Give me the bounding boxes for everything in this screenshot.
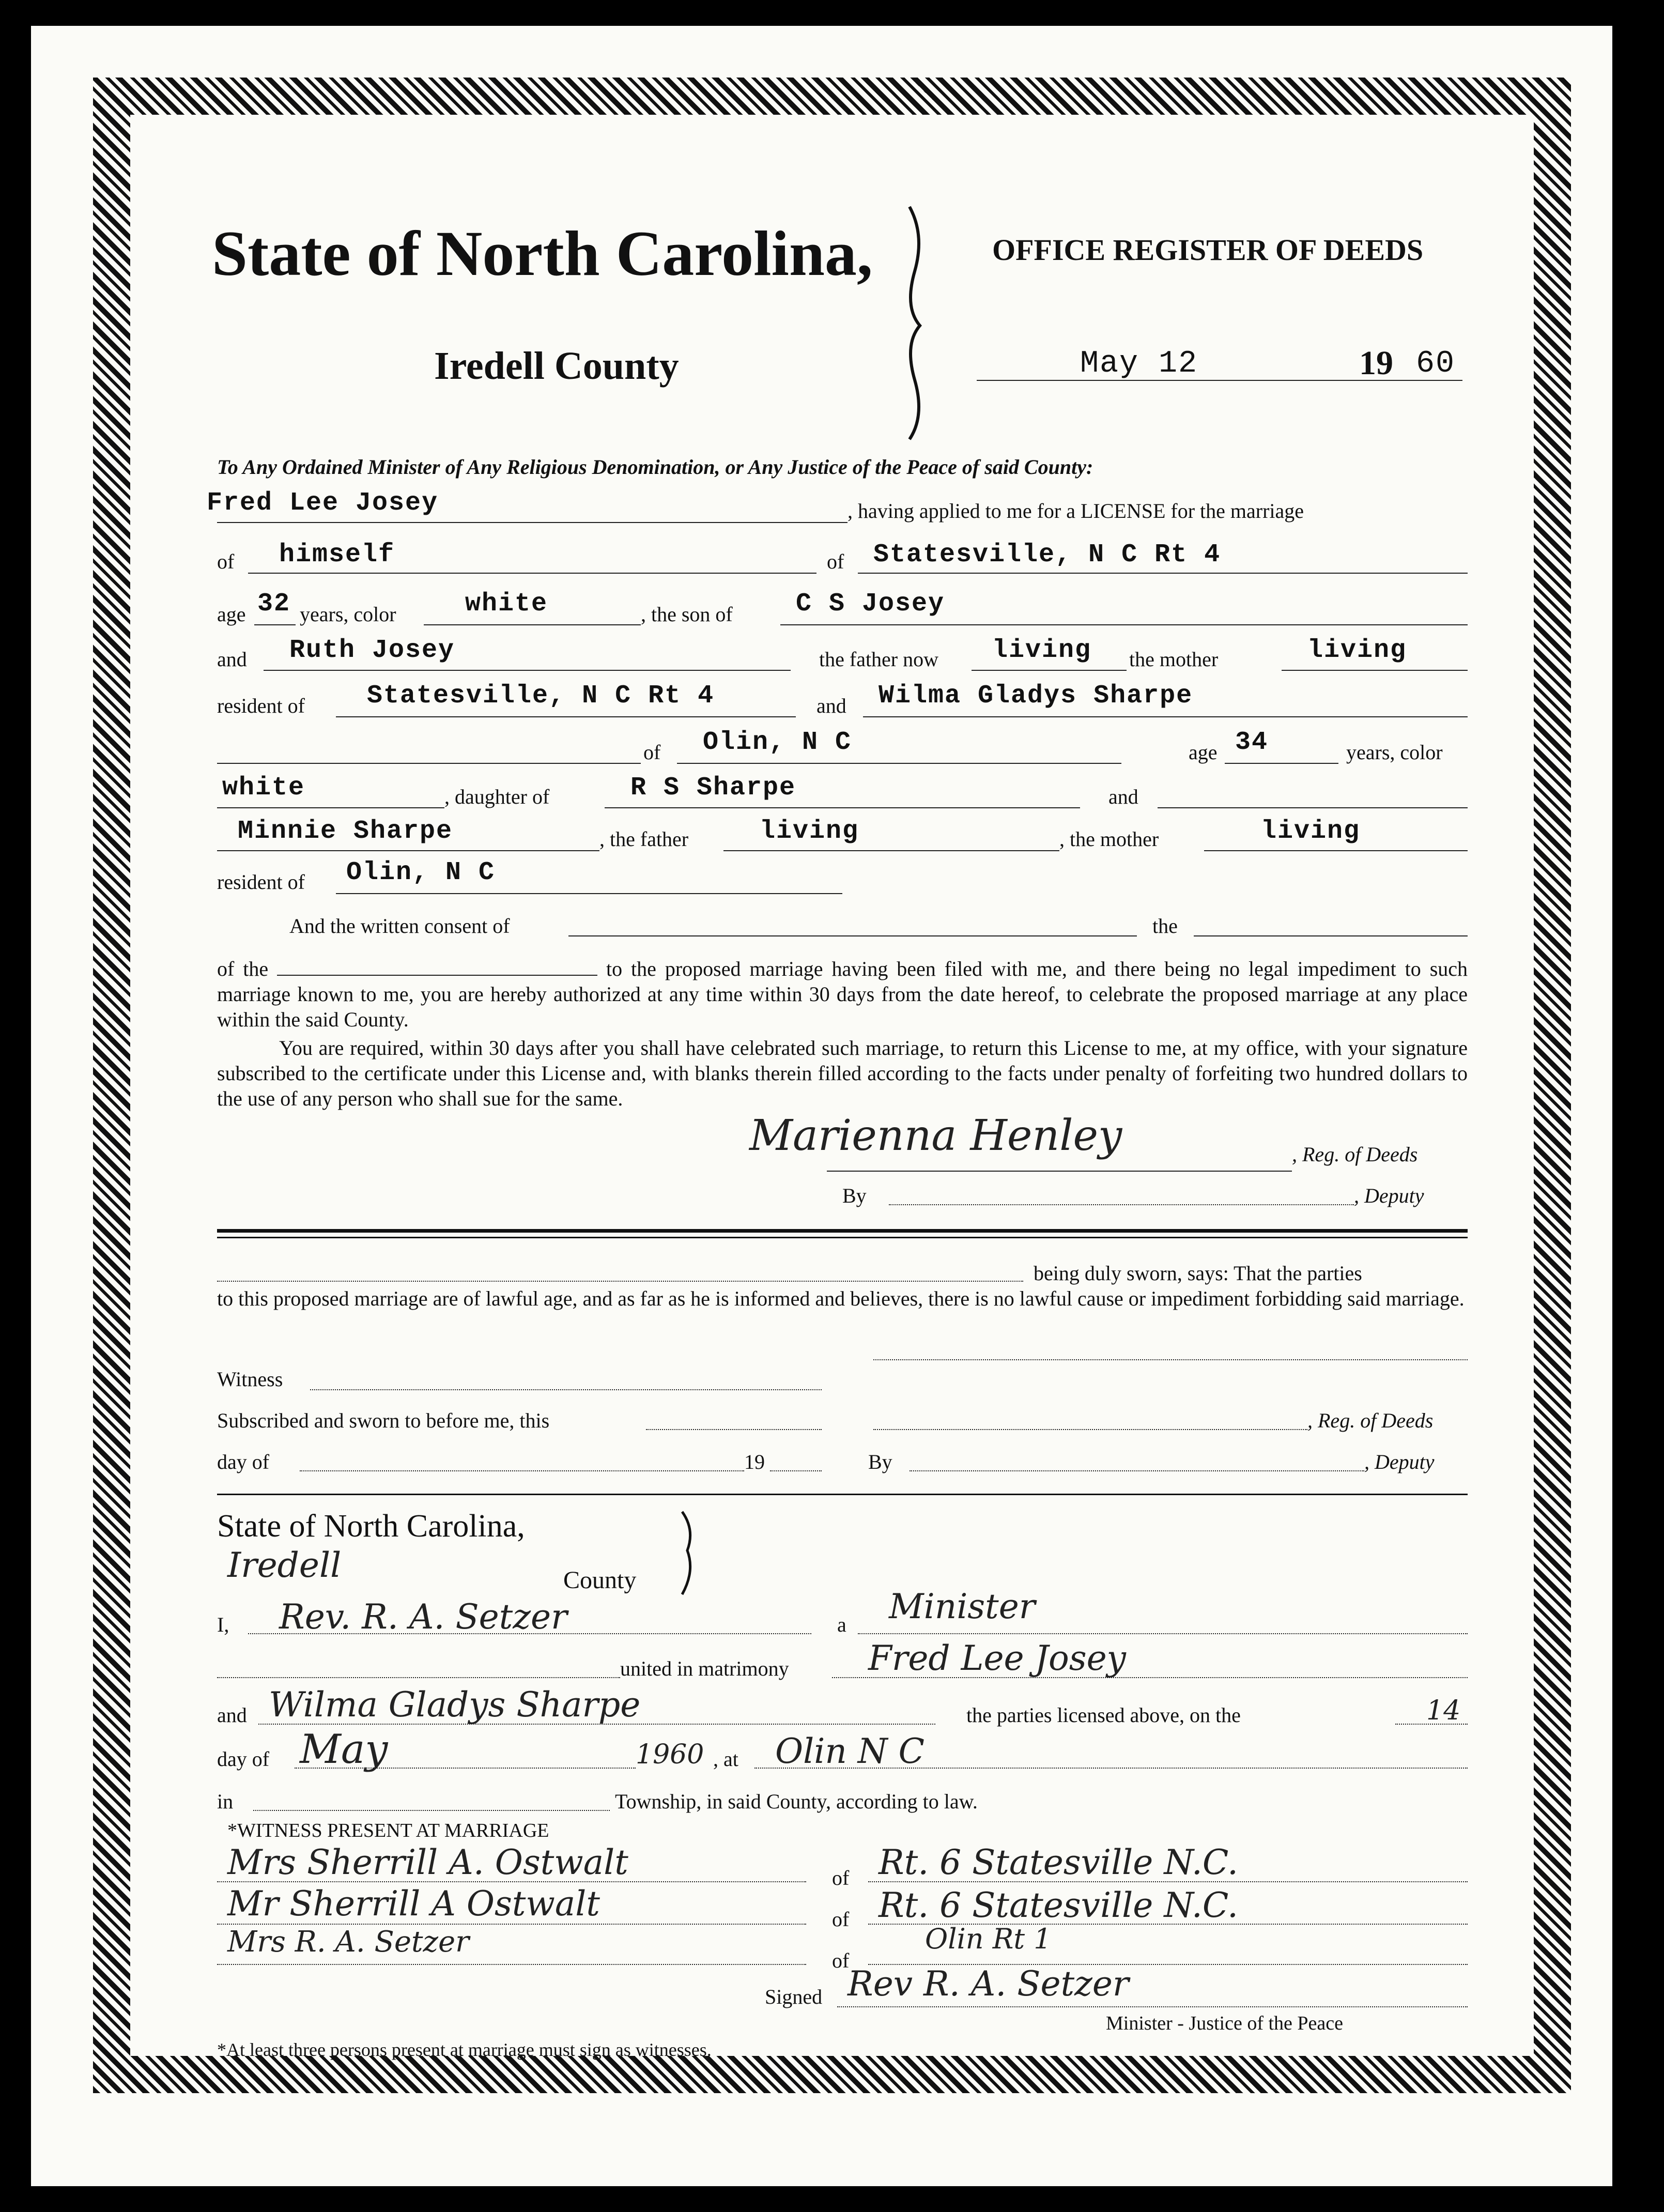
reg-deeds-line-2 [873,1429,1307,1430]
and-label-2: and [816,694,846,717]
certificate-groom: Fred Lee Josey [868,1638,1126,1678]
witness-1-line [217,1881,806,1882]
affidavit-body: to this proposed marriage are of lawful age, and as far as he is informed and believes, there is no lawful cause or impediment forbidding said marriage. [217,1287,1465,1310]
bride-years-color-label: years, color [1346,741,1443,764]
groom-father-status-line [972,670,1127,671]
township-label: Township, in said County, according to law. [615,1790,978,1813]
officiant-line [248,1633,811,1634]
of-label-1: of [217,550,235,573]
officiant-name: Rev. R. A. Setzer [279,1597,567,1637]
bride-color: white [222,773,305,803]
affidavit-year-prefix: 19 [744,1450,765,1473]
and-blank-line [1158,807,1468,808]
bride-age-label: age [1189,741,1218,764]
bride-father: R S Sharpe [630,773,796,803]
bride-name-line [863,716,1468,717]
license-date: May 12 [1080,346,1198,381]
bride-father-label: , the father [599,827,689,851]
groom-color-line [424,624,641,625]
i-label: I, [217,1613,229,1636]
bride-age-line [1225,763,1338,764]
groom-mother-line [264,670,791,671]
marriage-month: May [300,1726,388,1773]
officiant-title: Minister [889,1587,1036,1626]
affidavit-by-label: By [868,1450,892,1473]
marriage-place: Olin N C [775,1731,925,1771]
bride-extra-line [217,763,641,764]
of-label-w2: of [832,1908,850,1931]
parties-label: the parties licensed above, on the [966,1703,1241,1727]
witness-3-line [217,1964,806,1965]
groom-name-line [217,522,848,523]
signer-title: Minister - Justice of the Peace [1106,2013,1344,2034]
united-blank-line [217,1677,620,1678]
mother-label-1: the mother [1129,648,1219,671]
certificate-county-name: Iredell [227,1545,342,1585]
day-of-line [300,1470,744,1471]
groom-resident-line [336,716,796,717]
bride-mother-label: , the mother [1059,827,1159,851]
affidavit-blank-line [873,1359,1468,1360]
of-label-w1: of [832,1866,850,1890]
of-whom-line [248,573,816,574]
groom-age: 32 [257,589,291,619]
bride-mother-status: living [1261,817,1361,846]
subscribed-label: Subscribed and sworn to before me, this [217,1409,550,1432]
groom-color: white [465,589,548,619]
bride-mother-line [217,850,599,851]
written-consent-label: And the written consent of [289,914,510,938]
reg-deeds-label-2: , Reg. of Deeds [1307,1409,1434,1432]
affiant-line [217,1281,1023,1282]
certificate-groom-line [832,1677,1468,1678]
marriage-year: 1960 [636,1739,704,1770]
day-of-label: day of [217,1450,270,1473]
township-line [253,1810,610,1811]
a-label: a [837,1613,846,1636]
section-rule-thin [217,1237,1468,1238]
county-label: County [563,1566,637,1594]
of-label-2: of [827,550,844,573]
in-label: in [217,1790,234,1813]
salutation: To Any Ordained Minister of Any Religious Denomination, or Any Justice of the Peace of said County: [217,455,1093,479]
officiant-title-line [858,1633,1468,1634]
authorization-text: to the proposed marriage having been filed with me, and there being no legal impediment to such marriage known to me, you are hereby authorized at any time within 30 days from the date hereof, to celebrate the proposed marriage at any place within the said County. [217,957,1468,1031]
united-label: united in matrimony [620,1657,789,1680]
county-title: Iredell County [434,344,679,388]
year-suffix: 60 [1416,346,1456,381]
bride-mother-status-line [1204,850,1468,851]
bride-of: Olin, N C [703,728,852,757]
resident-of-label-2: resident of [217,870,305,894]
at-label: , at [713,1747,738,1771]
reg-deeds-label-1: , Reg. of Deeds [1292,1143,1418,1166]
affidavit-head: being duly sworn, says: That the parties [1034,1262,1362,1285]
authorization-paragraph [217,956,1468,1032]
witness-1-name: Mrs Sherrill A. Ostwalt [227,1842,628,1882]
consent-the-label: the [1152,914,1178,938]
witness-2-address: Rt. 6 Statesville N.C. [879,1885,1238,1925]
deputy-label-1: , Deputy [1354,1184,1424,1207]
subscribed-line [646,1429,822,1430]
signer-line [837,2006,1468,2007]
witness-3-name: Mrs R. A. Setzer [227,1925,469,1959]
year-prefix: 19 [1359,344,1393,382]
bride-color-line [217,807,444,808]
register-by-line [889,1204,1354,1205]
groom-residence: Statesville, N C Rt 4 [873,540,1221,570]
witness-2-name: Mr Sherrill A Ostwalt [227,1884,600,1924]
groom-residence-line [858,573,1468,574]
groom-age-line [254,624,296,625]
certificate-rule [217,1494,1468,1495]
certificate-brace [677,1509,703,1597]
signed-label: Signed [765,1985,823,2008]
marriage-day-line [1395,1724,1468,1725]
groom-mother: Ruth Josey [289,636,455,665]
signer-signature: Rev R. A. Setzer [848,1964,1129,2004]
requirement-text: You are required, within 30 days after you shall have celebrated such marriage, to return this License to me, at my office, with your signature subscribed to the certificate under this License and, with blanks therein filled according to the facts under penalty of forfeiting two hundred dollars to the use of any person who shall sue for the same. [217,1036,1468,1110]
header-brace [899,204,935,442]
father-now-label: the father now [819,648,939,671]
witness-1-address-line [868,1881,1468,1882]
consent-line-2 [1194,935,1468,936]
bride-name: Wilma Gladys Sharpe [879,681,1193,711]
groom-father-status: living [992,636,1092,665]
bride-of-line [677,763,1121,764]
of-the-label: of the [217,957,269,980]
affidavit-year-line [770,1470,822,1471]
witness-3-address: Olin Rt 1 [925,1923,1052,1955]
son-of-label: , the son of [641,603,733,626]
years-color-label: years, color [300,603,396,626]
groom-mother-status-line [1282,670,1468,671]
groom-resident: Statesville, N C Rt 4 [367,681,715,711]
marriage-day: 14 [1426,1695,1461,1726]
groom-mother-status: living [1307,636,1407,665]
bride-resident: Olin, N C [346,858,496,887]
certificate-state: State of North Carolina, [217,1509,525,1544]
state-title: State of North Carolina, [212,218,873,289]
register-signature: Marienna Henley [749,1111,1122,1160]
bride-father-line [605,807,1080,808]
witness-1-address: Rt. 6 Statesville N.C. [879,1842,1238,1882]
and-label-1: and [217,648,247,671]
day-of-label-2: day of [217,1747,270,1771]
groom-father: C S Josey [796,589,945,619]
section-rule-thick [217,1229,1468,1233]
register-by-label: By [842,1184,867,1207]
having-applied-label: , having applied to me for a LICENSE for the marriage [848,499,1304,523]
witness-header: *WITNESS PRESENT AT MARRIAGE [227,1820,549,1841]
groom-of-whom: himself [279,540,395,570]
marriage-month-line [295,1768,636,1769]
bride-father-status: living [760,817,859,846]
register-line [827,1171,1292,1172]
bride-mother: Minnie Sharpe [238,817,453,846]
groom-father-line [780,624,1468,625]
and-label-3: and [1108,785,1138,808]
daughter-of-label: , daughter of [444,785,550,808]
affidavit-by-line [910,1470,1364,1471]
age-label: age [217,603,246,626]
witness-label: Witness [217,1368,283,1391]
of-label-w3: of [832,1949,850,1972]
groom-name: Fred Lee Josey [207,488,439,518]
resident-of-label-1: resident of [217,694,305,717]
certificate-bride: Wilma Gladys Sharpe [269,1685,641,1725]
consent-line [568,935,1137,936]
office-title: OFFICE REGISTER OF DEEDS [992,233,1424,267]
of-label-3: of [643,741,661,764]
footnote: *At least three persons present at marriage must sign as witnesses. [217,2039,712,2060]
bride-resident-line [336,893,842,894]
deputy-label-2: , Deputy [1364,1450,1435,1473]
bride-age: 34 [1235,728,1269,757]
witness-2-line [217,1924,806,1925]
requirement-paragraph [217,1035,1468,1111]
bride-father-status-line [723,850,1059,851]
witness-line [310,1389,822,1390]
of-the-blank [277,959,597,976]
marriage-place-line [754,1768,1468,1769]
and-label-4: and [217,1703,247,1727]
certificate-bride-line [258,1724,935,1725]
